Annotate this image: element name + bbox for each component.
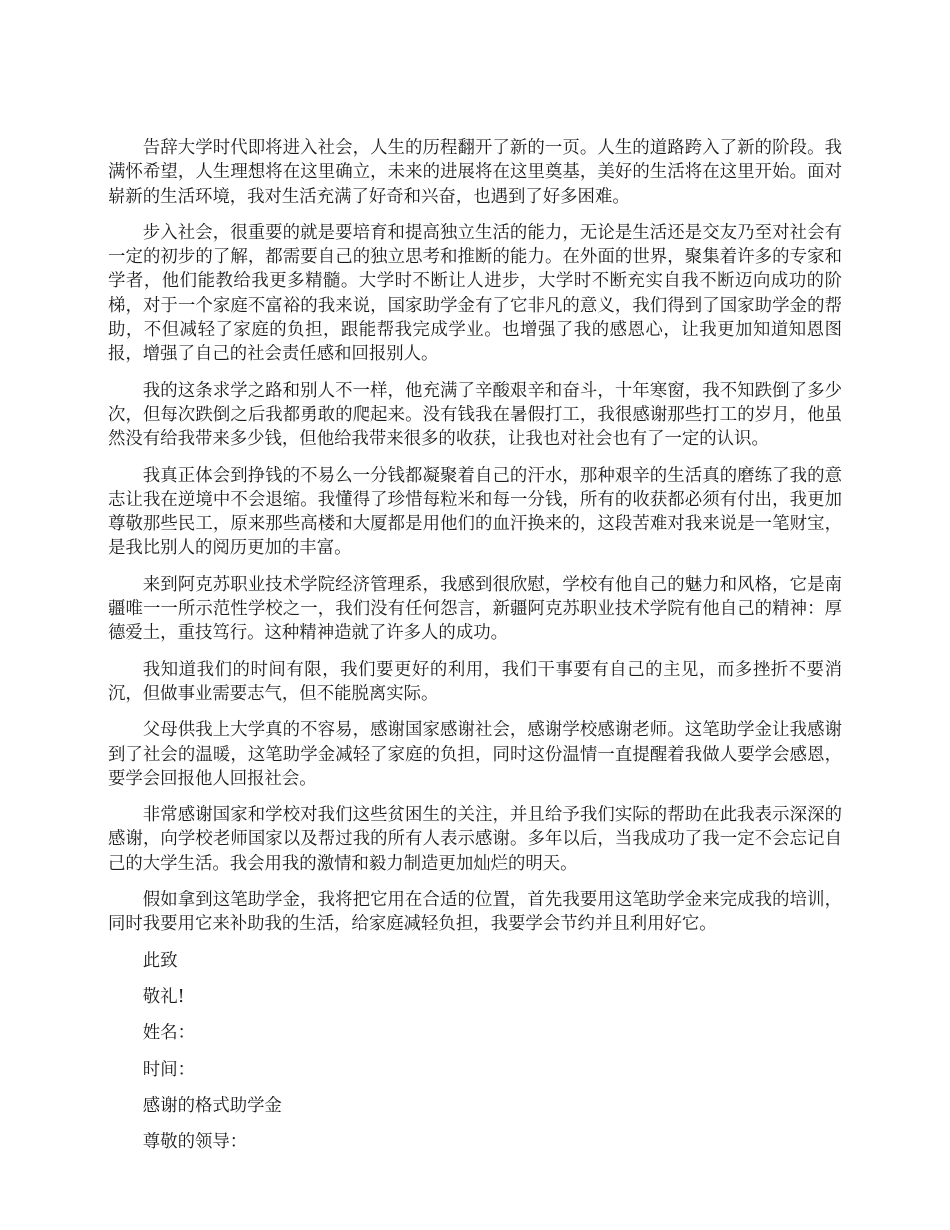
paragraph-1: 告辞大学时代即将进入社会，人生的历程翻开了新的一页。人生的道路跨入了新的阶段。我满怀希望，人生理想将在这里确立，未来的进展将在这里奠基，美好的生活将在这里开始。面对崭新的生活环境，我对生活充满了好奇和兴奋，也遇到了好多困难。 <box>108 138 842 207</box>
paragraph-4: 我真正体会到挣钱的不易么一分钱都凝聚着自己的汗水，那种艰辛的生活真的磨练了我的意志让我在逆境中不会退缩。我懂得了珍惜每粒米和每一分钱，所有的收获都必须有付出，我更加尊敬那些民工，原来那些高楼和大厦都是用他们的血汗换来的，这段苦难对我来说是一笔财宝，是我比别人的阅历更加的丰富。 <box>108 465 842 559</box>
paragraph-6: 我知道我们的时间有限，我们要更好的利用，我们干事要有自己的主见，而多挫折不要消沉，但做事业需要志气，但不能脱离实际。 <box>108 659 842 704</box>
next-section-title: 感谢的格式助学金 <box>142 1095 282 1116</box>
paragraph-9: 假如拿到这笔助学金，我将把它用在合适的位置，首先我要用这笔助学金来完成我的培训，同时我要用它来补助我的生活，给家庭减轻负担，我要学会节约并且利用好它。 <box>108 890 842 935</box>
closing-salutation: 此致 <box>142 950 178 971</box>
paragraph-7: 父母供我上大学真的不容易，感谢国家感谢社会，感谢学校感谢老师。这笔助学金让我感谢到了社会的温暖，这笔助学金减轻了家庭的负担，同时这份温情一直提醒着我做人要学会感恩，要学会回报他人回报社会。 <box>108 720 842 789</box>
paragraph-2: 步入社会，很重要的就是要培育和提高独立生活的能力，无论是生活还是交友乃至对社会有一定的初步的了解，都需要自己的独立思考和推断的能力。在外面的世界，聚集着许多的专家和学者，他们能教给我更多精髓。大学时不断让人进步，大学时不断充实自我不断迈向成功的阶梯，对于一个家庭不富裕的我来说，国家助学金有了它非凡的意义，我们得到了国家助学金的帮助，不但减轻了家庭的负担，跟能帮我完成学业。也增强了我的感恩心，让我更加知道知恩图报，增强了自己的社会责任感和回报别人。 <box>108 222 842 365</box>
document-page <box>108 136 842 1166</box>
paragraph-5: 来到阿克苏职业技术学院经济管理系，我感到很欣慰，学校有他自己的魅力和风格，它是南疆唯一一所示范性学校之一，我们没有任何怨言，新疆阿克苏职业技术学院有他自己的精神：厚德爱土，重技笃行。这种精神造就了许多人的成功。 <box>108 574 842 644</box>
next-section-greeting: 尊敬的领导： <box>142 1132 248 1153</box>
paragraph-3: 我的这条求学之路和别人不一样，他充满了辛酸艰辛和奋斗，十年寒窗，我不知跌倒了多少次，但每次跌倒之后我都勇敢的爬起来。没有钱我在暑假打工，我很感谢那些打工的岁月，他虽然没有给我带来多少钱，但他给我带来很多的收获，让我也对社会也有了一定的认识。 <box>108 380 842 450</box>
closing-regards: 敬礼! <box>142 986 185 1007</box>
paragraph-8: 非常感谢国家和学校对我们这些贫困生的关注，并且给予我们实际的帮助在此我表示深深的感谢，向学校老师国家以及帮过我的所有人表示感谢。多年以后，当我成功了我一定不会忘记自己的大学生活。我会用我的激情和毅力制造更加灿烂的明天。 <box>108 805 842 874</box>
signature-date-label: 时间： <box>142 1059 195 1080</box>
signature-name-label: 姓名： <box>142 1023 195 1044</box>
